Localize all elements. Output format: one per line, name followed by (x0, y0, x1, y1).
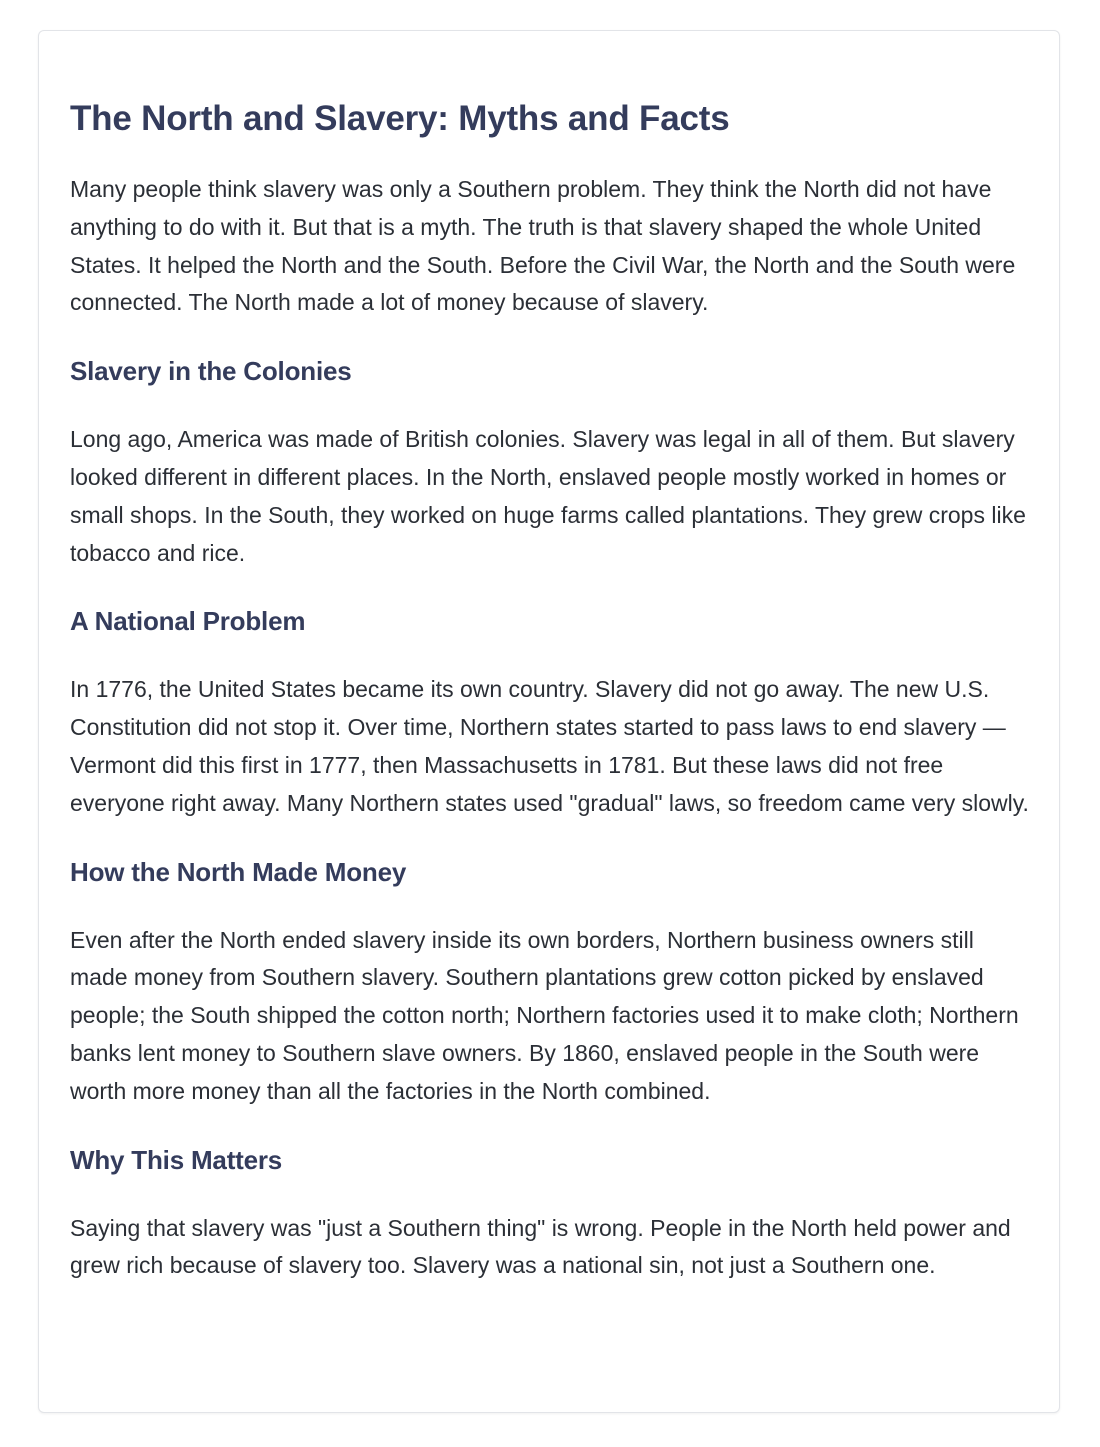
section-body-why-matters: Saying that slavery was "just a Southern thing" is wrong. People in the North held power and grew rich because of slavery too. Slavery was a national sin, not just a Southern one. (70, 1214, 1011, 1279)
page-title: The North and Slavery: Myths and Facts (70, 99, 730, 138)
section-heading-national-problem: A National Problem (70, 606, 306, 637)
section-heading-why-matters: Why This Matters (70, 1144, 283, 1175)
article-content (70, 31, 1032, 1285)
section-heading-colonies: Slavery in the Colonies (70, 356, 352, 387)
section-body-north-money: Even after the North ended slavery inside its own borders, Northern business owners still made money from Southern slavery. Southern plantations grew cotton picked by enslaved people; the South shipped the cotton north; Northern factories used it to make cloth; Northern banks lent money to Southern slave owners. By 1860, enslaved people in the South were worth more money than all the factories in the North combined. (70, 926, 1019, 1104)
section-body-colonies: Long ago, America was made of British colonies. Slavery was legal in all of them. But slavery looked different in different places. In the North, enslaved people mostly worked in homes or small shops. In the South, they worked on huge farms called plantations. They grew crops like tobacco and rice. (70, 426, 1026, 566)
section-body-national-problem: In 1776, the United States became its own country. Slavery did not go away. The new U.S. Constitution did not stop it. Over time, Northern states started to pass laws to end slavery — Vermont did this first in 1777, then Massachusetts in 1781. But these laws did not free everyone right away. Many Northern states used "gradual" laws, so freedom came very slowly. (70, 676, 1029, 816)
section-heading-north-money: How the North Made Money (70, 856, 407, 887)
intro-paragraph: Many people think slavery was only a Southern problem. They think the North did not have anything to do with it. But that is a myth. The truth is that slavery shaped the whole United States. It helped the North and the South. Before the Civil War, the North and the South were connected. The North made a lot of money because of slavery. (70, 176, 1016, 316)
article-card (38, 30, 1060, 1413)
